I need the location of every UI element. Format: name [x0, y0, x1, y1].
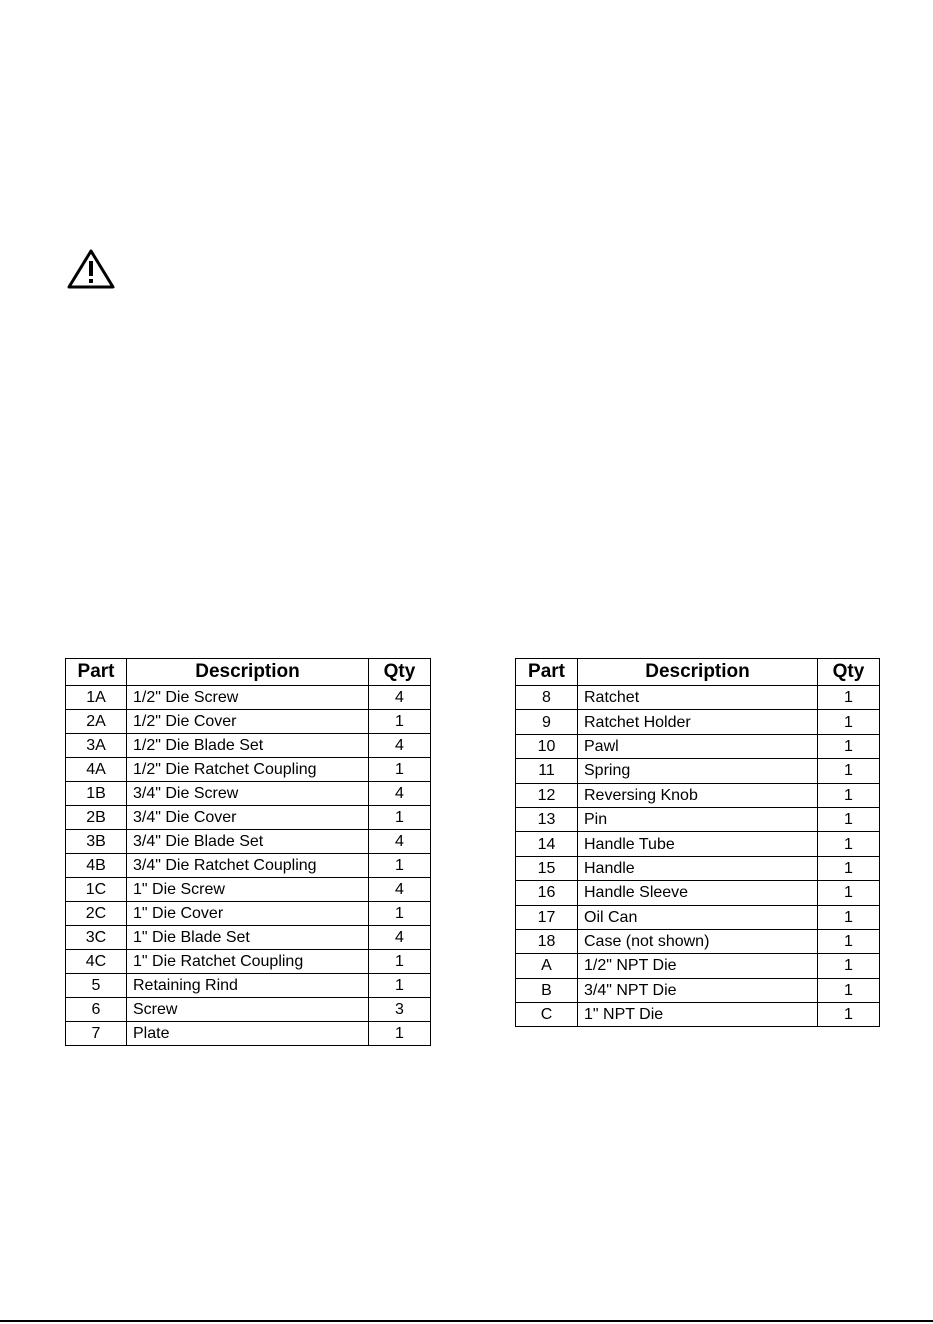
- cell-part: 6: [66, 998, 127, 1022]
- cell-part: 15: [516, 856, 578, 880]
- cell-qty: 1: [818, 881, 880, 905]
- cell-qty: 1: [818, 856, 880, 880]
- cell-qty: 1: [818, 1003, 880, 1027]
- table-row: [66, 830, 431, 854]
- cell-description: Ratchet Holder: [578, 710, 818, 734]
- table-row: [66, 686, 431, 710]
- cell-qty: 1: [818, 734, 880, 758]
- cell-part: 4B: [66, 854, 127, 878]
- cell-description: Case (not shown): [578, 929, 818, 953]
- cell-part: 3A: [66, 734, 127, 758]
- cell-part: 2A: [66, 710, 127, 734]
- cell-description: Plate: [127, 1022, 369, 1046]
- cell-part: 10: [516, 734, 578, 758]
- cell-qty: 1: [818, 783, 880, 807]
- table-row: [66, 926, 431, 950]
- cell-description: 1" Die Ratchet Coupling: [127, 950, 369, 974]
- cell-part: 13: [516, 807, 578, 831]
- cell-qty: 1: [818, 807, 880, 831]
- table-row: [516, 978, 880, 1002]
- cell-part: 12: [516, 783, 578, 807]
- cell-part: 18: [516, 929, 578, 953]
- cell-part: 3C: [66, 926, 127, 950]
- column-header-description: Description: [578, 659, 818, 686]
- cell-qty: 1: [369, 974, 431, 998]
- column-header-description: Description: [127, 659, 369, 686]
- table-row: [66, 1022, 431, 1046]
- cell-part: 3B: [66, 830, 127, 854]
- parts-table-left: [65, 658, 431, 1046]
- table-row: [516, 783, 880, 807]
- cell-qty: 1: [818, 759, 880, 783]
- cell-qty: 1: [369, 758, 431, 782]
- cell-part: 7: [66, 1022, 127, 1046]
- cell-qty: 1: [369, 710, 431, 734]
- parts-table-right: [515, 658, 880, 1027]
- table-row: [66, 806, 431, 830]
- cell-qty: 1: [369, 950, 431, 974]
- column-header-part: Part: [516, 659, 578, 686]
- table-row: [66, 854, 431, 878]
- table-row: [516, 881, 880, 905]
- cell-description: Ratchet: [578, 686, 818, 710]
- column-header-qty: Qty: [369, 659, 431, 686]
- table-row: [66, 710, 431, 734]
- table-row: [66, 758, 431, 782]
- cell-qty: 1: [818, 978, 880, 1002]
- cell-description: Retaining Rind: [127, 974, 369, 998]
- cell-description: 1/2" Die Screw: [127, 686, 369, 710]
- table-row: [516, 686, 880, 710]
- table-row: [66, 902, 431, 926]
- table-row: [516, 1003, 880, 1027]
- cell-part: 1A: [66, 686, 127, 710]
- cell-qty: 4: [369, 734, 431, 758]
- cell-part: 5: [66, 974, 127, 998]
- cell-part: 4A: [66, 758, 127, 782]
- cell-qty: 4: [369, 878, 431, 902]
- table-row: [516, 710, 880, 734]
- table-row: [66, 998, 431, 1022]
- cell-description: 3/4" Die Ratchet Coupling: [127, 854, 369, 878]
- cell-qty: 1: [818, 710, 880, 734]
- table-header-row: [516, 659, 880, 686]
- cell-part: 2C: [66, 902, 127, 926]
- cell-part: 17: [516, 905, 578, 929]
- cell-qty: 4: [369, 686, 431, 710]
- cell-description: 3/4" Die Blade Set: [127, 830, 369, 854]
- column-header-part: Part: [66, 659, 127, 686]
- cell-qty: 4: [369, 782, 431, 806]
- cell-description: 1" Die Blade Set: [127, 926, 369, 950]
- table-row: [66, 878, 431, 902]
- table-row: [516, 807, 880, 831]
- cell-description: 1" Die Cover: [127, 902, 369, 926]
- cell-part: 1B: [66, 782, 127, 806]
- cell-qty: 3: [369, 998, 431, 1022]
- cell-qty: 1: [818, 832, 880, 856]
- table-row: [516, 734, 880, 758]
- cell-part: 8: [516, 686, 578, 710]
- cell-description: 1/2" Die Cover: [127, 710, 369, 734]
- table-header-row: [66, 659, 431, 686]
- cell-qty: 1: [818, 929, 880, 953]
- cell-description: 1/2" NPT Die: [578, 954, 818, 978]
- cell-qty: 1: [369, 854, 431, 878]
- table-row: [66, 782, 431, 806]
- cell-description: Pin: [578, 807, 818, 831]
- cell-part: 1C: [66, 878, 127, 902]
- cell-part: 4C: [66, 950, 127, 974]
- cell-qty: 1: [369, 1022, 431, 1046]
- cell-description: 1" Die Screw: [127, 878, 369, 902]
- column-header-qty: Qty: [818, 659, 880, 686]
- cell-description: 3/4" NPT Die: [578, 978, 818, 1002]
- cell-description: Oil Can: [578, 905, 818, 929]
- table-row: [516, 856, 880, 880]
- cell-description: Handle Sleeve: [578, 881, 818, 905]
- table-row: [66, 734, 431, 758]
- cell-part: 11: [516, 759, 578, 783]
- table-row: [516, 905, 880, 929]
- table-row: [66, 974, 431, 998]
- table-body: [66, 686, 431, 1046]
- cell-description: 1" NPT Die: [578, 1003, 818, 1027]
- cell-part: 14: [516, 832, 578, 856]
- footer-rule: [0, 1320, 933, 1322]
- cell-description: Spring: [578, 759, 818, 783]
- table-row: [516, 929, 880, 953]
- cell-description: 3/4" Die Cover: [127, 806, 369, 830]
- cell-qty: 1: [818, 954, 880, 978]
- warning-triangle-icon: [66, 248, 116, 290]
- table-row: [66, 950, 431, 974]
- cell-qty: 1: [818, 905, 880, 929]
- cell-description: Reversing Knob: [578, 783, 818, 807]
- cell-description: 1/2" Die Blade Set: [127, 734, 369, 758]
- table-row: [516, 954, 880, 978]
- cell-qty: 1: [369, 806, 431, 830]
- cell-part: C: [516, 1003, 578, 1027]
- cell-description: Screw: [127, 998, 369, 1022]
- cell-qty: 1: [818, 686, 880, 710]
- cell-part: 9: [516, 710, 578, 734]
- cell-part: 2B: [66, 806, 127, 830]
- cell-description: 1/2" Die Ratchet Coupling: [127, 758, 369, 782]
- cell-part: B: [516, 978, 578, 1002]
- cell-part: A: [516, 954, 578, 978]
- cell-description: Pawl: [578, 734, 818, 758]
- cell-qty: 4: [369, 830, 431, 854]
- cell-description: Handle: [578, 856, 818, 880]
- cell-qty: 1: [369, 902, 431, 926]
- cell-part: 16: [516, 881, 578, 905]
- table-row: [516, 832, 880, 856]
- table-body: [516, 686, 880, 1027]
- cell-qty: 4: [369, 926, 431, 950]
- cell-description: 3/4" Die Screw: [127, 782, 369, 806]
- table-row: [516, 759, 880, 783]
- cell-description: Handle Tube: [578, 832, 818, 856]
